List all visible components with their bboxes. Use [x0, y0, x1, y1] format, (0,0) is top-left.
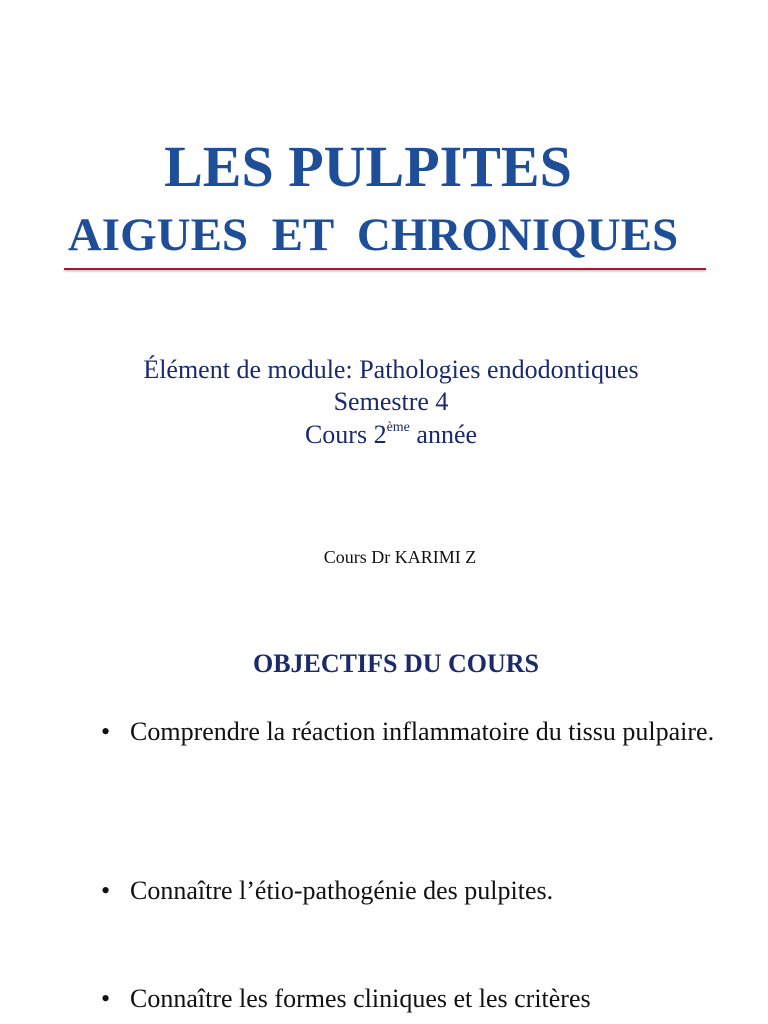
author-line: Cours Dr KARIMI Z — [323, 547, 477, 567]
bullet-icon: • — [101, 984, 111, 1013]
title-line-1: LES PULPITES — [164, 134, 572, 199]
course-year — [0, 419, 768, 451]
title-line-2: AIGUES ET CHRONIQUES — [67, 209, 679, 261]
objective-text: Connaître l’étio-pathogénie des pulpites. — [130, 876, 554, 905]
module-name: Élément de module: Pathologies endodontiques — [143, 355, 639, 384]
semester: Semestre 4 — [333, 387, 449, 416]
objectives-heading: OBJECTIFS DU COURS — [252, 649, 540, 678]
bullet-icon: • — [101, 876, 111, 905]
objective-text: Comprendre la réaction inflammatoire du tissu pulpaire. — [130, 717, 715, 746]
course-year-superscript: ème — [386, 420, 410, 435]
course-year-prefix: Cours 2 — [304, 420, 387, 449]
title-underline — [64, 268, 706, 270]
bullet-icon: • — [101, 717, 111, 746]
objective-text: Connaître les formes cliniques et les critères — [130, 984, 591, 1013]
course-year-suffix: année — [409, 420, 478, 449]
